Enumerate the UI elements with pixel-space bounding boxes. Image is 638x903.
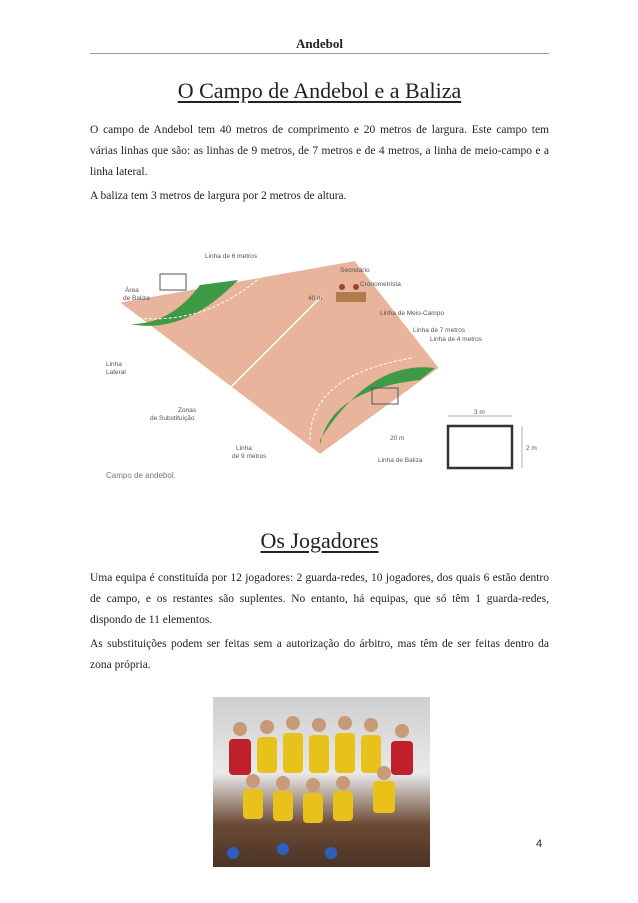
- officials-table: [336, 292, 366, 302]
- label-width: 20 m: [390, 435, 405, 442]
- label-area: Área: [125, 287, 139, 294]
- label-six-meter-line: Linha de 6 metros: [205, 253, 258, 260]
- label-four-meter-line: Linha de 4 metros: [430, 336, 483, 343]
- team-photo: [213, 697, 430, 867]
- label-goal-area: de Baliza: [123, 295, 150, 302]
- handball-court-diagram: [90, 240, 549, 490]
- paragraph-field-dimensions: O campo de Andebol tem 40 metros de comprimento e 20 metros de largura. Este campo tem várias linhas que são: as linhas de 9 metros, de 7 metros e de 4 metros, a linha de meio-campo e a linha lateral.: [90, 124, 549, 178]
- paragraph-team-composition: Uma equipa é constituída por 12 jogadores: 2 guarda-redes, 10 jogadores, dos quais 6 estão dentro de campo, e os restantes são suplentes. No entanto, há equipas, que só têm 1 guarda-redes, dispondo de 11 elementos.: [90, 572, 549, 626]
- label-seven-meter-line: Linha de 7 metros: [413, 327, 466, 334]
- label-three-meters: 3 m: [474, 409, 485, 416]
- label-length: 40 m: [308, 295, 323, 302]
- label-timekeeper: Cronometrista: [360, 281, 401, 288]
- label-nine-meter-line-1: Linha: [236, 445, 252, 452]
- label-lateral-line-1: Linha: [106, 361, 122, 368]
- label-lateral-line-2: Lateral: [106, 369, 126, 376]
- team-photo-illustration: [213, 697, 430, 867]
- header-rule: [90, 53, 549, 54]
- label-center-line: Linha de Meio-Campo: [380, 310, 444, 317]
- section-title-field: O Campo de Andebol e a Baliza: [177, 78, 462, 103]
- label-substitution-zones-1: Zonas: [178, 407, 197, 414]
- label-secretary: Secretário: [340, 267, 370, 274]
- court-surface: [118, 260, 440, 455]
- label-goal-line: Linha de Baliza: [378, 457, 423, 464]
- running-header: Andebol: [296, 36, 343, 51]
- label-nine-meter-line-2: de 9 metros: [232, 453, 267, 460]
- label-substitution-zones-2: de Substituição: [150, 415, 195, 422]
- figure-caption: Campo de andebol.: [106, 471, 176, 480]
- goal-inset: [448, 426, 512, 468]
- section-title-players: Os Jogadores: [260, 528, 379, 553]
- goal-left: [160, 274, 186, 290]
- secretary-figure: [339, 284, 345, 290]
- timekeeper-figure: [353, 284, 359, 290]
- paragraph-goal-dimensions: A baliza tem 3 metros de largura por 2 metros de altura.: [90, 190, 347, 202]
- page-number: 4: [536, 838, 543, 850]
- paragraph-substitutions: As substituições podem ser feitas sem a autorização do árbitro, mas têm de ser feitas dentro da zona própria.: [90, 638, 549, 671]
- label-two-meters: 2 m: [526, 445, 537, 452]
